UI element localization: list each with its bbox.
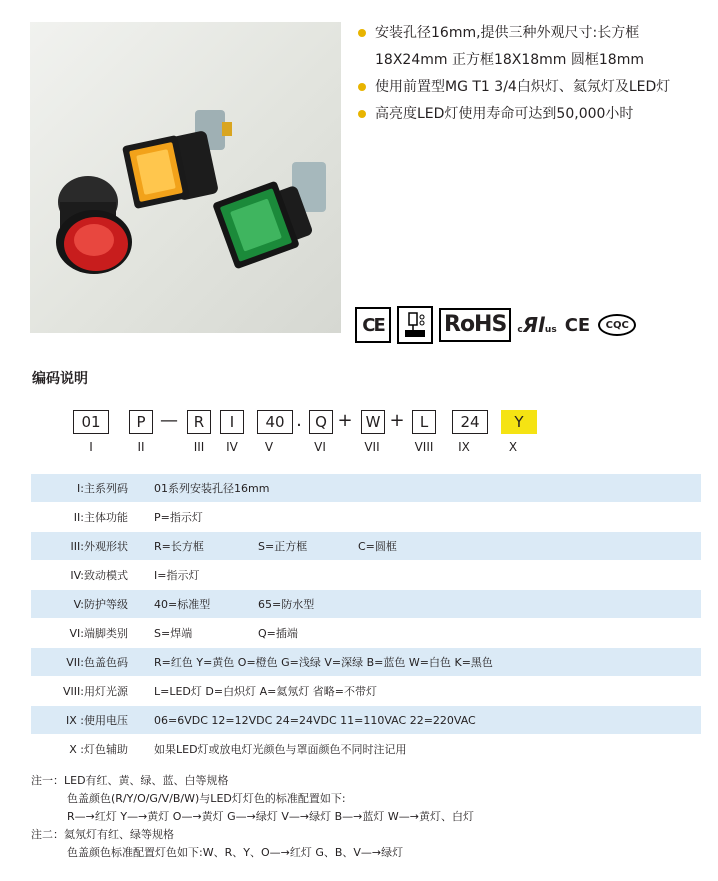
row-label: VII:色盖色码 bbox=[31, 648, 128, 677]
rohs-mark: RoHS bbox=[439, 308, 511, 342]
certification-marks bbox=[355, 305, 636, 345]
row-label: X :灯色辅助 bbox=[31, 735, 128, 764]
table-row bbox=[31, 677, 701, 706]
row-value: S=焊端 Q=插端 bbox=[128, 619, 701, 648]
table-row bbox=[31, 648, 701, 677]
table-row bbox=[31, 532, 701, 561]
code-box: P bbox=[129, 410, 153, 434]
position-numeral: VI bbox=[314, 440, 326, 454]
ul-mark: cЯlus bbox=[517, 313, 557, 337]
cqc-mark: CQC bbox=[598, 314, 636, 336]
code-box: 24 bbox=[452, 410, 488, 434]
row-value: R=长方框 S=正方框 C=圆框 bbox=[128, 532, 701, 561]
row-value: 01系列安装孔径16mm bbox=[128, 474, 701, 503]
ground-symbol-icon bbox=[397, 306, 433, 344]
code-box-highlighted: Y bbox=[501, 410, 537, 434]
indicator-lights-illustration bbox=[30, 22, 341, 333]
feature-item bbox=[358, 101, 718, 128]
row-value: R=红色 Y=黄色 O=橙色 G=浅绿 V=深绿 B=蓝色 W=白色 K=黑色 bbox=[128, 648, 701, 677]
note-1-mapping: R—→红灯 Y—→黄灯 O—→黄灯 G—→绿灯 V—→绿灯 B—→蓝灯 W—→黄灯、白灯 bbox=[67, 810, 474, 823]
feature-item bbox=[358, 74, 718, 101]
row-value: 40=标准型 65=防水型 bbox=[128, 590, 701, 619]
row-label: II:主体功能 bbox=[31, 503, 128, 532]
note-2-title: 注二：氦氖灯有红、绿等规格 bbox=[31, 828, 174, 841]
spec-table bbox=[31, 474, 701, 764]
row-value: 06=6VDC 12=12VDC 24=24VDC 11=110VAC 22=220VAC bbox=[128, 706, 701, 735]
table-row bbox=[31, 561, 701, 590]
feature-text-continued: 18X24mm 正方框18X18mm 圆框18mm bbox=[375, 52, 644, 68]
position-numeral: VII bbox=[364, 440, 380, 454]
red-round-lamp bbox=[56, 176, 132, 274]
code-separator: . bbox=[296, 410, 302, 431]
table-row bbox=[31, 503, 701, 532]
position-numeral: X bbox=[508, 440, 518, 454]
yellow-rectangular-lamp bbox=[122, 110, 232, 209]
ce-mark: CE bbox=[355, 307, 391, 343]
code-box: L bbox=[412, 410, 436, 434]
note-1-title: 注一：LED有红、黄、绿、蓝、白等规格 bbox=[31, 774, 229, 787]
position-numeral: VIII bbox=[414, 440, 434, 454]
row-label: VI:端脚类别 bbox=[31, 619, 128, 648]
bullet-icon bbox=[358, 110, 366, 118]
bullet-icon bbox=[358, 83, 366, 91]
section-title: 编码说明 bbox=[32, 371, 88, 387]
green-rectangular-lamp bbox=[212, 162, 326, 270]
row-value: 如果LED灯或放电灯光颜色与罩面颜色不同时注记用 bbox=[128, 735, 701, 764]
row-value: P=指示灯 bbox=[128, 503, 701, 532]
row-value: L=LED灯 D=白炽灯 A=氦氖灯 省略=不带灯 bbox=[128, 677, 701, 706]
position-numeral: III bbox=[193, 440, 205, 454]
row-label: IX :使用电压 bbox=[31, 706, 128, 735]
table-row bbox=[31, 706, 701, 735]
code-separator: — bbox=[160, 410, 178, 431]
position-numeral: IV bbox=[226, 440, 238, 454]
code-box: I bbox=[220, 410, 244, 434]
position-numeral: IX bbox=[458, 440, 470, 454]
feature-text: 使用前置型MG T1 3/4白炽灯、氦氖灯及LED灯 bbox=[375, 79, 671, 95]
position-numeral: V bbox=[264, 440, 274, 454]
row-label: V:防护等级 bbox=[31, 590, 128, 619]
feature-text: 高亮度LED灯使用寿命可达到50,000小时 bbox=[375, 106, 634, 122]
bullet-icon bbox=[358, 29, 366, 37]
row-label: I:主系列码 bbox=[31, 474, 128, 503]
row-value: I=指示灯 bbox=[128, 561, 701, 590]
table-row bbox=[31, 735, 701, 764]
position-numeral: II bbox=[137, 440, 145, 454]
ce-mark-small: CE bbox=[564, 314, 591, 336]
position-numeral: I bbox=[89, 440, 93, 454]
table-row bbox=[31, 590, 701, 619]
row-label: III:外观形状 bbox=[31, 532, 128, 561]
table-row bbox=[31, 474, 701, 503]
product-photo bbox=[30, 22, 341, 333]
feature-text: 安装孔径16mm,提供三种外观尺寸:长方框 bbox=[375, 25, 640, 41]
feature-list bbox=[358, 20, 718, 128]
note-1-line: 色盖颜色(R/Y/O/G/V/B/W)与LED灯灯色的标准配置如下: bbox=[67, 792, 346, 805]
note-2-line: 色盖颜色标准配置灯色如下:W、R、Y、O—→红灯 G、B、V—→绿灯 bbox=[67, 846, 404, 859]
feature-item bbox=[358, 20, 718, 74]
code-box: W bbox=[361, 410, 385, 434]
row-label: VIII:用灯光源 bbox=[31, 677, 128, 706]
notes bbox=[31, 772, 474, 862]
table-row bbox=[31, 619, 701, 648]
code-box: 40 bbox=[257, 410, 293, 434]
row-label: IV:致动模式 bbox=[31, 561, 128, 590]
code-separator: + bbox=[337, 410, 353, 431]
code-separator: + bbox=[389, 410, 405, 431]
code-box: Q bbox=[309, 410, 333, 434]
code-box: R bbox=[187, 410, 211, 434]
code-box: 01 bbox=[73, 410, 109, 434]
